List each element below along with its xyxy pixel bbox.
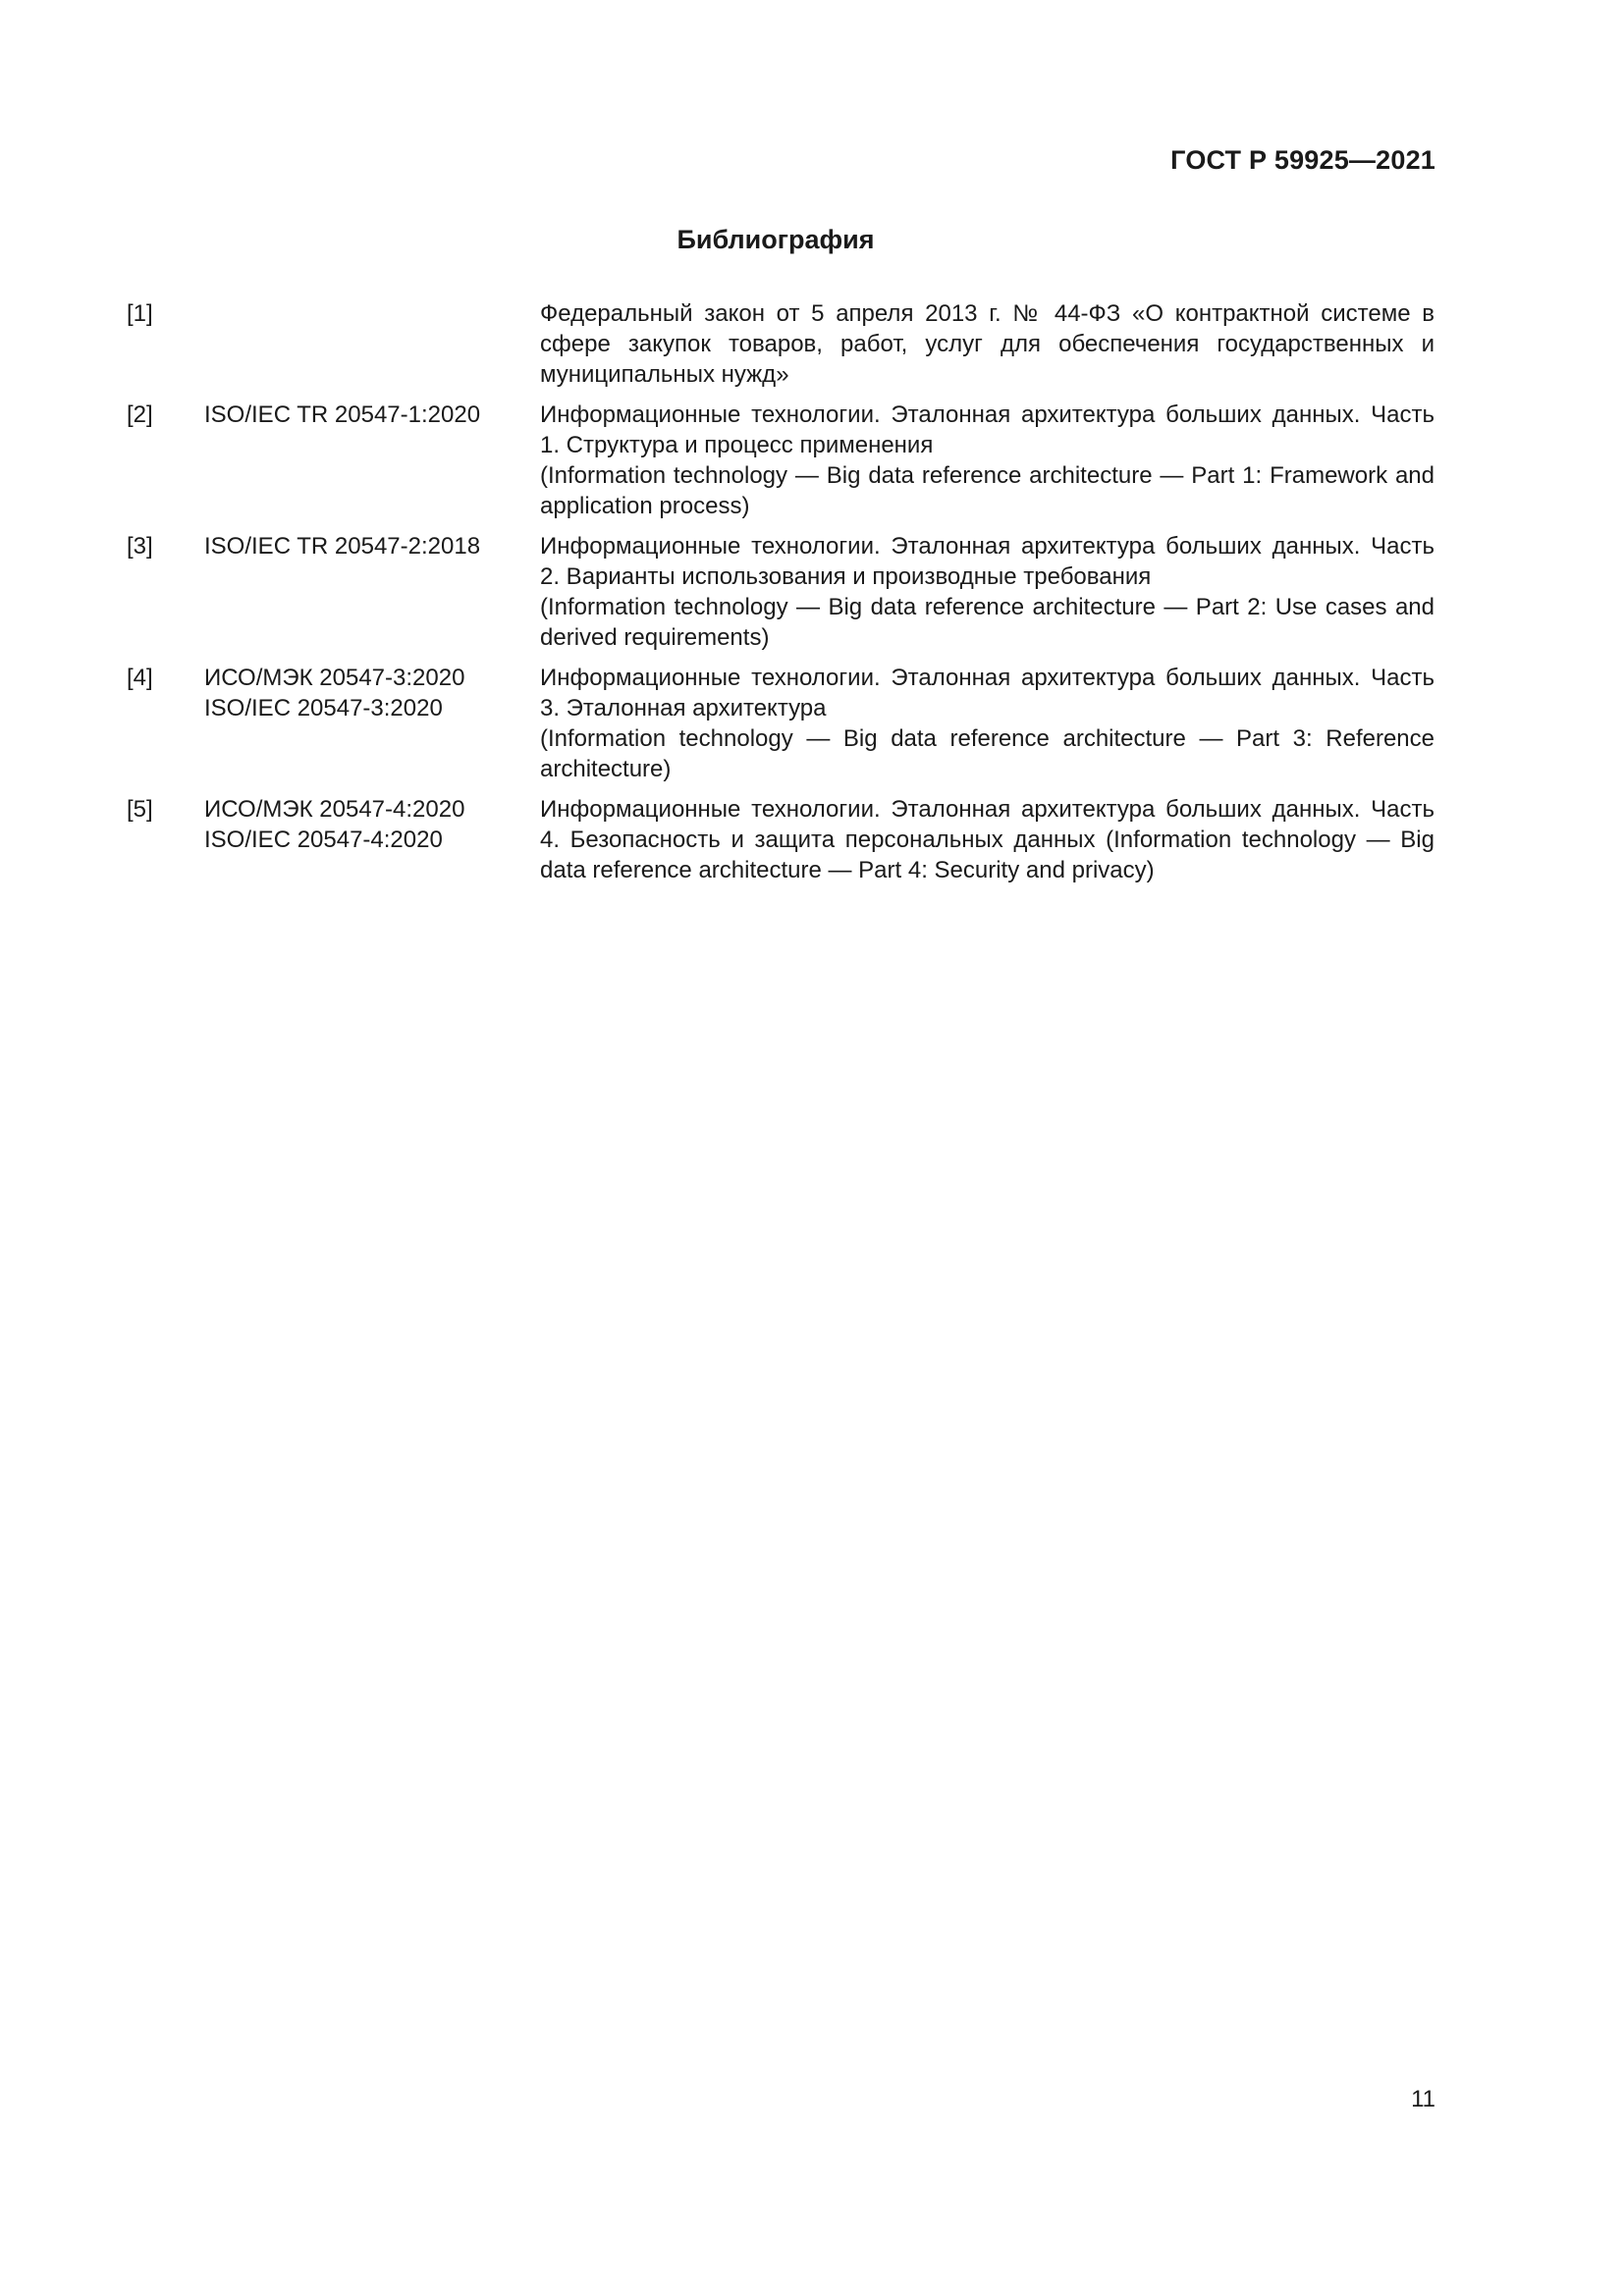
bibliography-title: Библиография xyxy=(677,225,875,254)
entry-identifier: ISO/IEC 20547-4:2020 xyxy=(204,827,443,853)
entry-identifier: ISO/IEC TR 20547-1:2020 xyxy=(204,401,481,428)
document-code: ГОСТ Р 59925—2021 xyxy=(1170,145,1435,175)
entry-description-line: Федеральный закон от 5 апреля 2013 г. № 44-ФЗ «О контрактной системе в сфере закупок товаров, работ, услуг для обеспечения государственных и муниципальных нужд» xyxy=(540,300,1435,388)
entry-description xyxy=(540,794,1435,885)
bibliography-list xyxy=(127,298,1435,895)
entry-description-line: Информационные технологии. Эталонная архитектура больших данных. Часть 2. Варианты использования и производные требования xyxy=(540,533,1435,590)
entry-description xyxy=(540,663,1435,784)
entry-description xyxy=(540,298,1435,390)
entry-description-line: Информационные технологии. Эталонная архитектура больших данных. Часть 4. Безопасность и защита персональных данных (Information technology — Big data reference architecture — Part 4: Security and privacy) xyxy=(540,796,1435,883)
bibliography-entry xyxy=(127,531,1435,653)
bibliography-entry xyxy=(127,663,1435,784)
page-number: 11 xyxy=(1411,2086,1435,2112)
entry-description xyxy=(540,400,1435,521)
bibliography-entry xyxy=(127,298,1435,390)
entry-description-line: Информационные технологии. Эталонная архитектура больших данных. Часть 1. Структура и процесс применения xyxy=(540,401,1435,458)
entry-identifier: ISO/IEC TR 20547-2:2018 xyxy=(204,533,481,560)
entry-number: [2] xyxy=(127,401,153,428)
entry-identifier: ИСО/МЭК 20547-4:2020 xyxy=(204,796,465,823)
entry-description-line: (Information technology — Big data reference architecture — Part 3: Reference architecture) xyxy=(540,725,1435,782)
entry-description xyxy=(540,531,1435,653)
entry-identifiers xyxy=(204,531,540,561)
bibliography-entry xyxy=(127,400,1435,521)
entry-identifier: ISO/IEC 20547-3:2020 xyxy=(204,695,443,721)
entry-description-line: Информационные технологии. Эталонная архитектура больших данных. Часть 3. Эталонная архитектура xyxy=(540,665,1435,721)
bibliography-entry xyxy=(127,794,1435,885)
entry-identifier: ИСО/МЭК 20547-3:2020 xyxy=(204,665,465,691)
entry-identifiers xyxy=(204,794,540,855)
entry-number: [5] xyxy=(127,796,153,823)
entry-description-line: (Information technology — Big data reference architecture — Part 1: Framework and application process) xyxy=(540,462,1435,519)
entry-number: [1] xyxy=(127,300,153,327)
entry-description-line: (Information technology — Big data reference architecture — Part 2: Use cases and derived requirements) xyxy=(540,594,1435,651)
entry-identifiers xyxy=(204,663,540,723)
entry-identifiers xyxy=(204,400,540,430)
entry-number: [4] xyxy=(127,665,153,691)
entry-number: [3] xyxy=(127,533,153,560)
